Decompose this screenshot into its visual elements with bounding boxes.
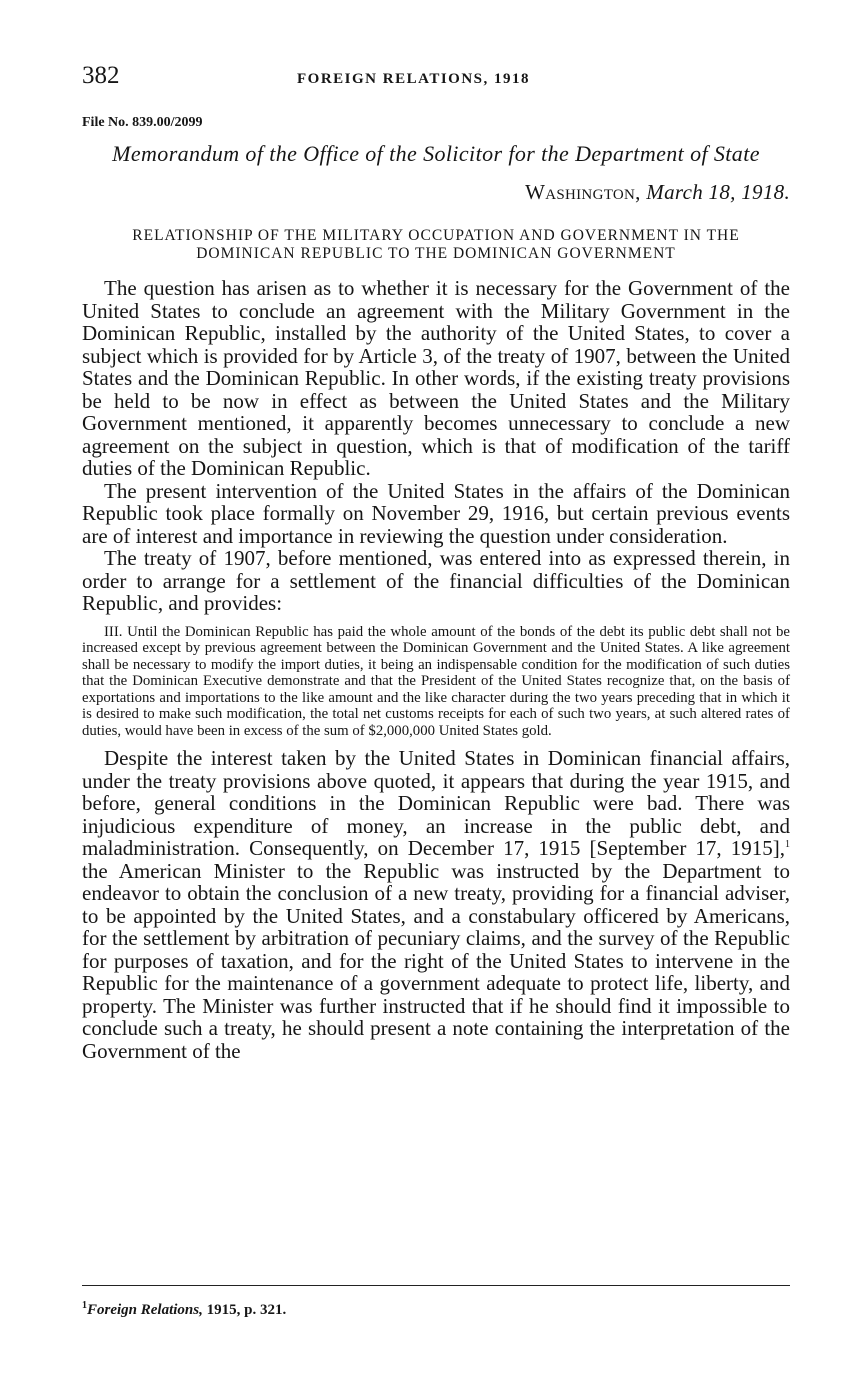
footnote-citation: 1915, p. 321.	[202, 1302, 287, 1318]
paragraph-1: The question has arisen as to whether it is necessary for the Government of the United States to conclude an agreement with the Military Government in the Dominican Republic, installed by the authority of the United States, to cover a subject which is provided for by Article 3, of the treaty of 1907, between the United States and the Dominican Republic. In other words, if the existing treaty provisions be held to be now in effect as between the United States and the Military Government mentioned, it apparently becomes unnecessary to conclude a new agreement on the subject in question, which is that of modification of the tariff duties of the Dominican Republic.	[82, 276, 790, 480]
paragraph-3: The treaty of 1907, before mentioned, was entered into as expressed therein, in order to arrange for a settlement of the financial difficulties of the Dominican Republic, and provides:	[82, 546, 790, 615]
running-head: FOREIGN RELATIONS, 1918	[297, 71, 531, 87]
footnote-reference: 1	[785, 839, 790, 850]
document-page	[82, 62, 790, 1062]
paragraph-2: The present intervention of the United States in the affairs of the Dominican Republic took place formally on November 29, 1916, but certain previous events are of interest and importance in reviewing the question under consideration.	[82, 478, 790, 548]
footnote	[82, 1302, 286, 1319]
paragraph-4	[82, 747, 790, 1062]
page-number: 382	[82, 62, 120, 89]
footnote-title: Foreign Relations,	[87, 1302, 203, 1318]
body-text	[82, 277, 790, 1062]
paragraph-4-start: Despite the interest taken by the United States in Dominican financial affairs, under the treaty provisions above quoted, it appears that during the year 1915, and before, general conditions in the Dominican Republic were bad. There was injudicious expenditure of money, an increase in the public debt, and maladministration. Consequently, on December 17, 1915 [September 17, 1915],	[82, 746, 790, 860]
treaty-quote: III. Until the Dominican Republic has paid the whole amount of the bonds of the debt its public debt shall not be increased except by previous agreement between the Dominican Government and the United States. A like agreement shall be necessary to modify the import duties, it being an indispensable condition for the modification of such duties that the Dominican Executive demonstrate and that the President of the United States recognize that, on the basis of exportations and importations to the like amount and the like character during the two years preceding that in which it is desired to make such modification, the total net customs receipts for each of such two years, at such altered rates of duties, would have been in excess of the sum of $2,000,000 United States gold.	[82, 623, 790, 739]
section-heading: RELATIONSHIP OF THE MILITARY OCCUPATION AND GOVERNMENT IN THE DOMINICAN REPUBLIC TO THE DOMINICAN GOVERNMENT	[132, 227, 740, 262]
memo-title: Memorandum of the Office of the Solicitor for the Department of State	[112, 141, 760, 166]
footnote-marker: 1	[82, 1300, 87, 1311]
dateline	[82, 180, 790, 205]
paragraph-4-end: the American Minister to the Republic was instructed by the Department to endeavor to obtain the conclusion of a new treaty, providing for a financial adviser, to be appointed by the United States, and a constabulary officered by Americans, for the settlement by arbitration of pecuniary claims, and the survey of the Republic for purposes of taxation, and for the right of the United States to intervene in the Republic for the maintenance of a government adequate to protect life, liberty, and property. The Minister was further instructed that if he should find it impossible to conclude such a treaty, he should present a note containing the interpretation of the Government of the	[82, 858, 790, 1063]
footnote-divider	[82, 1285, 790, 1286]
page-header	[82, 62, 790, 98]
dateline-date: March 18, 1918.	[646, 180, 790, 204]
dateline-place: Washington,	[525, 180, 641, 204]
file-number: File No. 839.00/2099	[82, 115, 203, 130]
